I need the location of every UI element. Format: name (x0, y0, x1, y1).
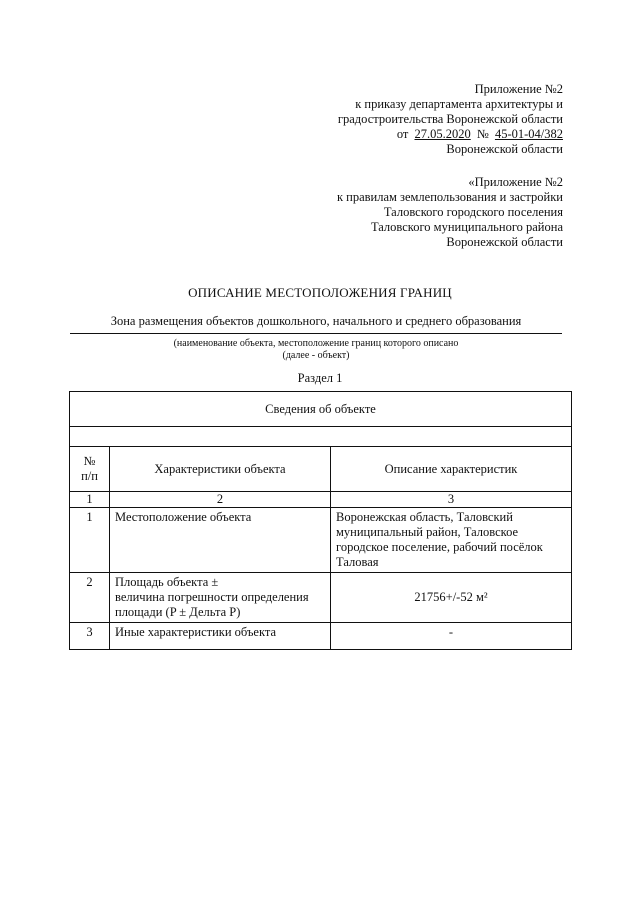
object-caption (70, 338, 562, 362)
row-characteristic: Иные характеристики объекта (110, 623, 331, 650)
order-number: 45-01-04/382 (494, 127, 563, 141)
table-column-numbers (70, 492, 572, 508)
table-column-headers (70, 447, 572, 492)
table-blank-cell (70, 427, 572, 447)
row-number: 3 (70, 623, 110, 650)
table-row (70, 573, 572, 623)
object-info-table (69, 391, 572, 650)
column-number: 2 (110, 492, 331, 508)
row-characteristic-line: площади (P ± Дельта P) (115, 605, 241, 619)
row-number: 1 (70, 508, 110, 573)
rules-appendix-line: к правилам землепользования и застройки (336, 190, 563, 204)
appendix-line: Приложение №2 (474, 82, 563, 96)
appendix-line: к приказу департамента архитектуры и (355, 97, 563, 111)
row-characteristic-line: величина погрешности определения (115, 590, 309, 604)
table-header-row (70, 392, 572, 427)
column-header-description: Описание характеристик (331, 447, 572, 492)
order-date: 27.05.2020 (414, 127, 471, 141)
table-header: Сведения об объекте (70, 392, 572, 427)
column-number: 3 (331, 492, 572, 508)
order-reference (338, 127, 563, 142)
row-description: 21756+/-52 м² (331, 573, 572, 623)
column-header-number (70, 447, 110, 492)
rules-appendix-line: Таловского городского поселения (383, 205, 563, 219)
object-name-underline (70, 333, 562, 334)
order-number-sign: № (476, 127, 489, 141)
rules-appendix-line: Таловского муниципального района (370, 220, 563, 234)
appendix-line: градостроительства Воронежской области (337, 112, 563, 126)
row-description: Воронежская область, Таловский муниципальный район, Таловское городское поселение, рабочий посёлок Таловая (331, 508, 572, 573)
appendix-region: Воронежской области (446, 142, 563, 156)
row-characteristic: Местоположение объекта (110, 508, 331, 573)
row-description: - (331, 623, 572, 650)
row-number: 2 (70, 573, 110, 623)
column-number: 1 (70, 492, 110, 508)
rules-appendix-header (337, 175, 563, 250)
table-blank-row (70, 427, 572, 447)
column-header-characteristic: Характеристики объекта (110, 447, 331, 492)
row-characteristic-line: Площадь объекта ± (115, 575, 219, 589)
document-title: ОПИСАНИЕ МЕСТОПОЛОЖЕНИЯ ГРАНИЦ (188, 285, 452, 300)
rules-appendix-line: «Приложение №2 (468, 175, 563, 189)
order-prefix: от (396, 127, 409, 141)
object-caption-line: (далее - объект) (282, 350, 350, 361)
table-row (70, 508, 572, 573)
object-name: Зона размещения объектов дошкольного, начального и среднего образования (110, 314, 522, 328)
column-header-number-line: № (83, 454, 96, 468)
rules-appendix-line: Воронежской области (446, 235, 563, 249)
table-row (70, 623, 572, 650)
column-header-number-line: п/п (81, 469, 98, 483)
section-title: Раздел 1 (297, 371, 343, 385)
row-characteristic (110, 573, 331, 623)
appendix-header (338, 82, 563, 157)
object-caption-line: (наименование объекта, местоположение границ которого описано (173, 338, 459, 349)
